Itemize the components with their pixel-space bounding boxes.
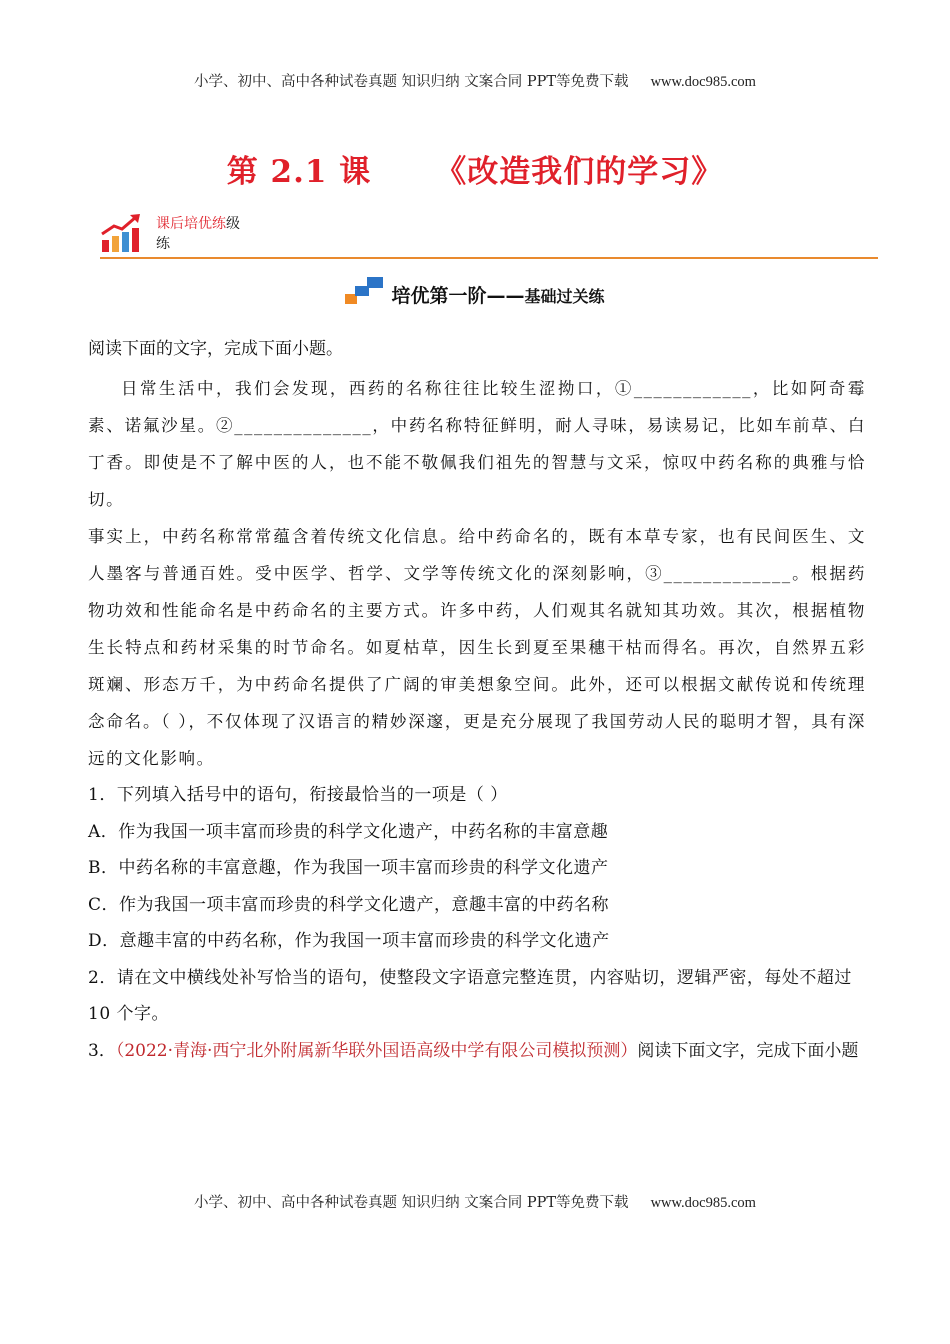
header-text: 小学、初中、高中各种试卷真题 知识归纳 文案合同 PPT等免费下载 <box>194 74 629 90</box>
footer-text: 小学、初中、高中各种试卷真题 知识归纳 文案合同 PPT等免费下载 <box>194 1195 629 1211</box>
question-1-option-a: A．作为我国一项丰富而珍贵的科学文化遗产，中药名称的丰富意趣 <box>88 821 609 842</box>
section-label <box>156 214 240 254</box>
section-label-line2: 练 <box>156 236 170 252</box>
section-label-red: 课后培优练 <box>156 216 226 232</box>
section-label-black: 级 <box>226 216 240 232</box>
exercise-content <box>88 336 866 1069</box>
question-3-number: 3． <box>88 1040 116 1061</box>
lesson-name: 《改造我们的学习》 <box>435 154 724 190</box>
lesson-number: 第 2.1 课 <box>226 154 372 190</box>
page-title <box>0 146 950 191</box>
level-heading <box>0 276 950 308</box>
question-1-stem: 1．下列填入括号中的语句，衔接最恰当的一项是（ ） <box>88 785 508 805</box>
level-main: 培优第一阶—— <box>391 285 525 307</box>
question-1-option-c: C．作为我国一项丰富而珍贵的科学文化遗产，意趣丰富的中药名称 <box>88 894 610 915</box>
reading-instruction: 阅读下面的文字，完成下面小题。 <box>88 339 343 359</box>
header-site: www.doc985.com <box>650 74 756 90</box>
stairs-icon <box>345 276 385 306</box>
passage-paragraph-1: 日常生活中，我们会发现，西药的名称往往比较生涩拗口，①____________，比如阿奇霉素、诺氟沙星。②______________，中药名称特征鲜明，耐人寻味，易读易记，比如车前草、白丁香。即使是不了解中医的人，也不能不敬佩我们祖先的智慧与文采，惊叹中药名称的典雅与恰切。 <box>88 379 866 509</box>
footer-site: www.doc985.com <box>650 1195 756 1211</box>
question-1-option-d: D．意趣丰富的中药名称，作为我国一项丰富而珍贵的科学文化遗产 <box>88 931 610 951</box>
question-3-source: （2022·青海·西宁北外附属新华联外国语高级中学有限公司模拟预测） <box>115 1040 638 1061</box>
question-2: 2．请在文中横线处补写恰当的语句，使整段文字语意完整连贯，内容贴切，逻辑严密，每处不超过 10 个字。 <box>88 967 852 1024</box>
page-header <box>0 70 950 91</box>
level-sub: 基础过关练 <box>524 287 605 306</box>
section-divider <box>100 257 878 259</box>
passage-paragraph-2: 事实上，中药名称常常蕴含着传统文化信息。给中药命名的，既有本草专家，也有民间医生、文人墨客与普通百姓。受中医学、哲学、文学等传统文化的深刻影响，③_____________。根据药物功效和性能命名是中药命名的主要方式。许多中药，人们观其名就知其功效。其次，根据植物生长特点和药材采集的时节命名。如夏枯草，因生长到夏至果穗干枯而得名。再次，自然界五彩斑斓、形态万千，为中药命名提供了广阔的审美想象空间。此外，还可以根据文献传说和传统理念命名。（ ），不仅体现了汉语言的精妙深邃，更是充分展现了我国劳动人民的聪明才智，具有深远的文化影响。 <box>88 527 866 768</box>
page-footer <box>0 1191 950 1212</box>
question-1-option-b: B．中药名称的丰富意趣，作为我国一项丰富而珍贵的科学文化遗产 <box>88 858 609 878</box>
question-3 <box>88 1033 866 1069</box>
growth-chart-icon <box>100 212 142 254</box>
question-3-text: 阅读下面文字，完成下面小题 <box>637 1040 859 1061</box>
